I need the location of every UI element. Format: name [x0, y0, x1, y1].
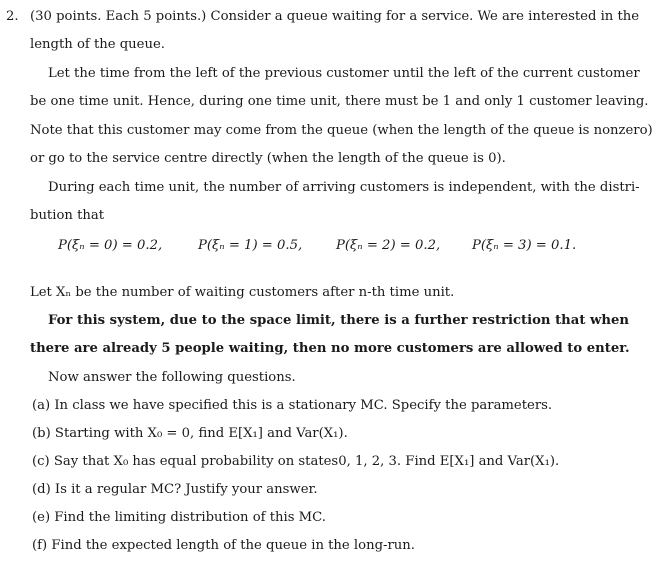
- probability-2: P(ξₙ = 2) = 0.2,: [336, 238, 441, 253]
- paragraph1-line1: Let the time from the left of the previous customer until the left of the current customer: [48, 66, 640, 81]
- question-c: (c) Say that X₀ has equal probability on states0, 1, 2, 3. Find E[X₁] and Var(X₁).: [32, 454, 560, 469]
- question-a: (a) In class we have specified this is a stationary MC. Specify the parameters.: [32, 398, 553, 413]
- problem-header-line1: (30 points. Each 5 points.) Consider a queue waiting for a service. We are interested in the: [30, 9, 640, 24]
- probability-3: P(ξₙ = 3) = 0.1.: [472, 238, 577, 253]
- now-answer-line: Now answer the following questions.: [48, 370, 296, 385]
- paragraph1-line2: be one time unit. Hence, during one time unit, there must be 1 and only 1 customer leaving.: [30, 94, 649, 109]
- problem-number: 2.: [6, 9, 19, 24]
- restriction-line1: For this system, due to the space limit, there is a further restriction that when: [48, 313, 629, 328]
- paragraph1-line3: Note that this customer may come from the queue (when the length of the queue is nonzero): [30, 123, 653, 138]
- question-d: (d) Is it a regular MC? Justify your answer.: [32, 482, 318, 497]
- paragraph2-line2: bution that: [30, 208, 105, 223]
- question-f: (f) Find the expected length of the queue in the long-run.: [32, 538, 415, 553]
- question-b: (b) Starting with X₀ = 0, find E[X₁] and Var(X₁).: [32, 426, 348, 441]
- question-e: (e) Find the limiting distribution of this MC.: [32, 510, 326, 525]
- probability-1: P(ξₙ = 1) = 0.5,: [198, 238, 303, 253]
- probability-0: P(ξₙ = 0) = 0.2,: [58, 238, 163, 253]
- paragraph3-line: Let Xₙ be the number of waiting customers after n-th time unit.: [30, 285, 455, 300]
- paragraph2-line1: During each time unit, the number of arriving customers is independent, with the distri-: [48, 180, 640, 195]
- paragraph1-line4: or go to the service centre directly (when the length of the queue is 0).: [30, 151, 506, 166]
- restriction-line2: there are already 5 people waiting, then no more customers are allowed to enter.: [30, 341, 630, 356]
- problem-header-line2: length of the queue.: [30, 37, 165, 52]
